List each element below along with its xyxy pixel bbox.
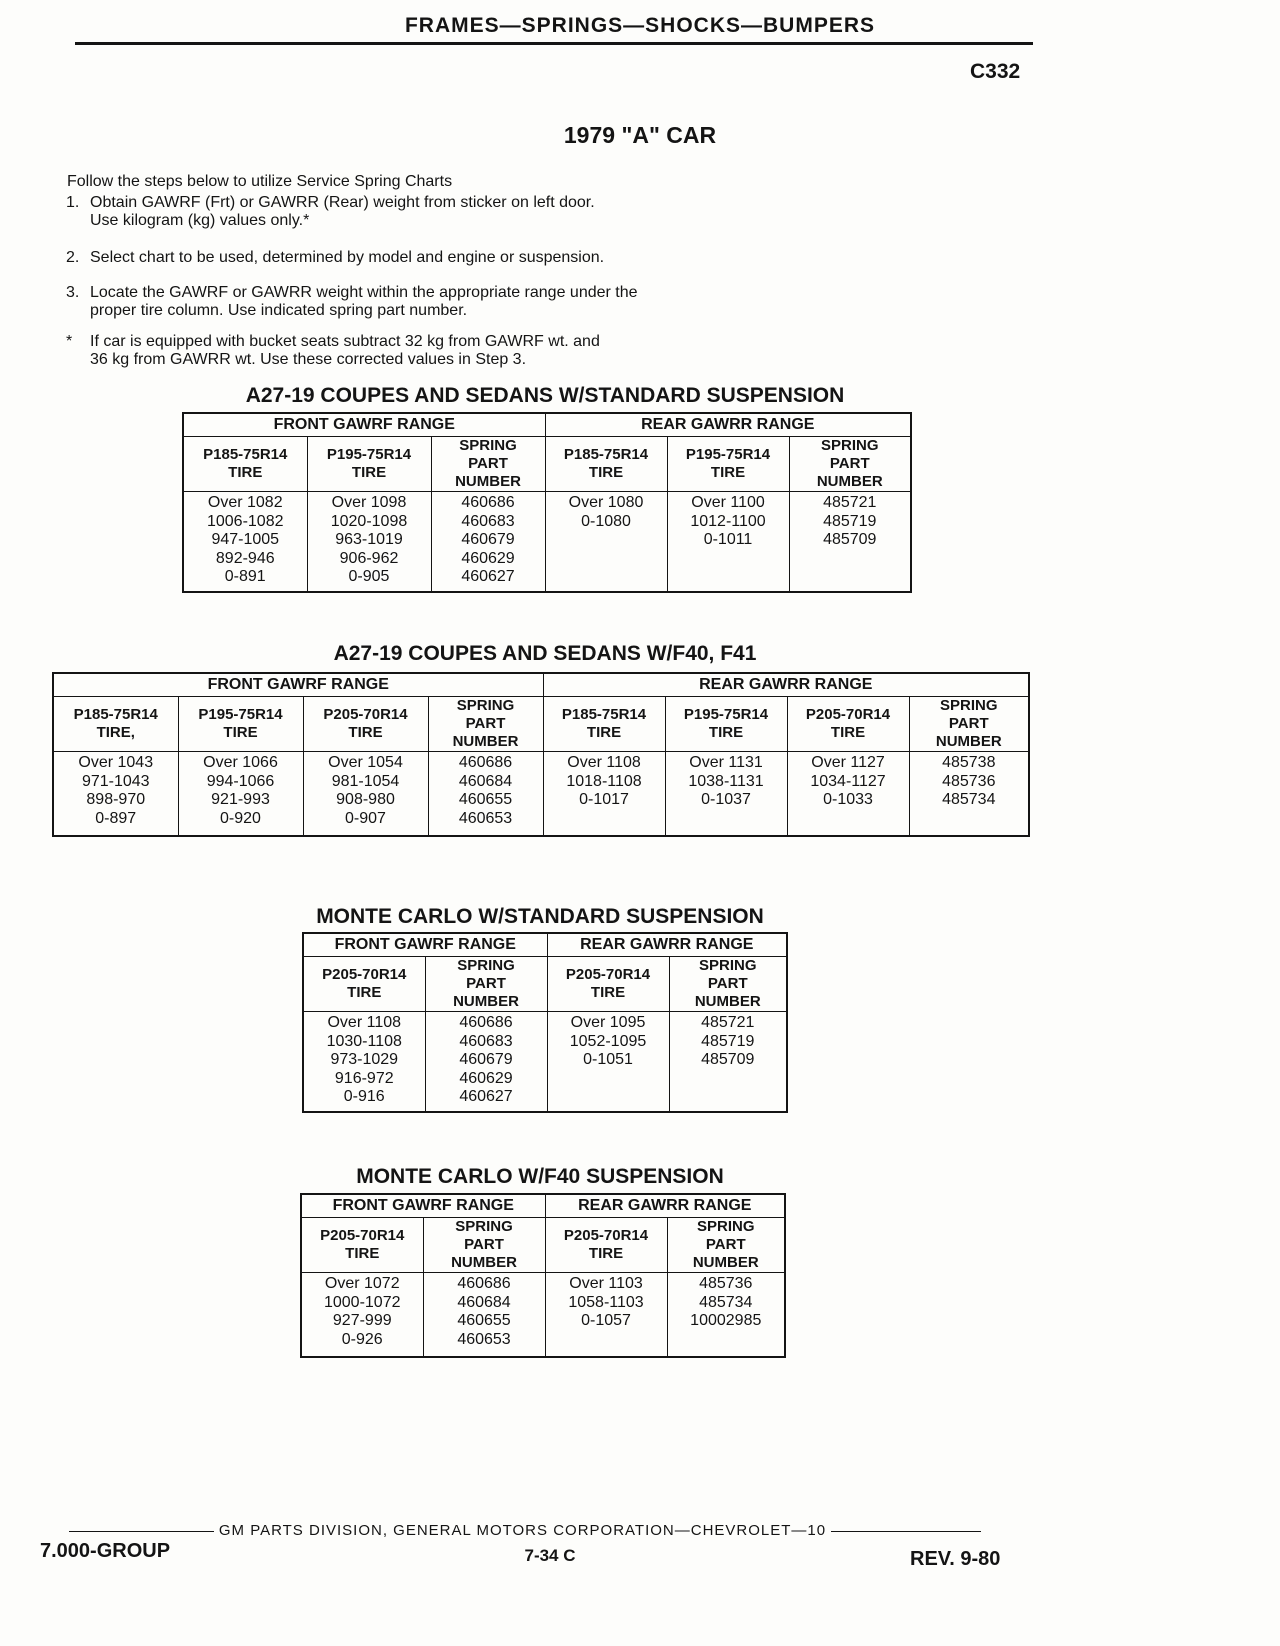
column-header: SPRING PART NUMBER bbox=[789, 437, 911, 492]
step-line: Select chart to be used, determined by model and engine or suspension. bbox=[90, 249, 605, 266]
table-title: MONTE CARLO W/STANDARD SUSPENSION bbox=[316, 905, 764, 928]
column-header: P185-75R14 TIRE bbox=[545, 437, 667, 492]
instructions-intro: Follow the steps below to utilize Service Spring Charts bbox=[67, 173, 453, 190]
step-marker: 3. bbox=[66, 284, 80, 301]
table-cell: Over 1108 1018-1108 0-1017 bbox=[543, 752, 665, 836]
rear-range-header: REAR GAWRR RANGE bbox=[543, 673, 1029, 697]
section-header-title: FRAMES—SPRINGS—SHOCKS—BUMPERS bbox=[404, 14, 876, 37]
column-header: SPRING PART NUMBER bbox=[431, 437, 545, 492]
table-cell: Over 1103 1058-1103 0-1057 bbox=[545, 1273, 667, 1357]
column-header: SPRING PART NUMBER bbox=[423, 1218, 545, 1273]
step-line: If car is equipped with bucket seats subtract 32 kg from GAWRF wt. and bbox=[90, 333, 600, 350]
table-cell: 485721 485719 485709 bbox=[789, 492, 911, 592]
table-cell: Over 1043 971-1043 898-970 0-897 bbox=[53, 752, 178, 836]
footer-rule bbox=[69, 1531, 214, 1532]
column-header: P185-75R14 TIRE bbox=[183, 437, 307, 492]
step-line: Locate the GAWRF or GAWRR weight within the appropriate range under the bbox=[90, 284, 638, 301]
table-cell: Over 1066 994-1066 921-993 0-920 bbox=[178, 752, 303, 836]
column-header: P195-75R14 TIRE bbox=[307, 437, 431, 492]
step-line: Use kilogram (kg) values only.* bbox=[90, 212, 310, 229]
column-header: P185-75R14 TIRE, bbox=[53, 697, 178, 752]
column-header: P205-70R14 TIRE bbox=[545, 1218, 667, 1273]
column-header: P195-75R14 TIRE bbox=[667, 437, 789, 492]
table-cell: Over 1127 1034-1127 0-1033 bbox=[787, 752, 909, 836]
footer-revision: REV. 9-80 bbox=[910, 1548, 1001, 1570]
table-cell: 460686 460684 460655 460653 bbox=[423, 1273, 545, 1357]
column-header: P205-70R14 TIRE bbox=[303, 957, 425, 1012]
table-cell: Over 1131 1038-1131 0-1037 bbox=[665, 752, 787, 836]
header-rule bbox=[75, 42, 1033, 45]
table-cell: 485736 485734 10002985 bbox=[667, 1273, 785, 1357]
column-header: P195-75R14 TIRE bbox=[178, 697, 303, 752]
column-header: P195-75R14 TIRE bbox=[665, 697, 787, 752]
footer-rule bbox=[831, 1531, 981, 1532]
rear-range-header: REAR GAWRR RANGE bbox=[545, 1194, 785, 1218]
table-cell: Over 1100 1012-1100 0-1011 bbox=[667, 492, 789, 592]
step-line: proper tire column. Use indicated spring part number. bbox=[90, 302, 468, 319]
column-header: P205-70R14 TIRE bbox=[787, 697, 909, 752]
table-cell: Over 1108 1030-1108 973-1029 916-972 0-916 bbox=[303, 1012, 425, 1112]
table-cell: Over 1072 1000-1072 927-999 0-926 bbox=[301, 1273, 423, 1357]
table-cell: Over 1098 1020-1098 963-1019 906-962 0-905 bbox=[307, 492, 431, 592]
spring-chart-monte-carlo-standard bbox=[302, 932, 788, 1113]
table-cell: 460686 460684 460655 460653 bbox=[428, 752, 543, 836]
table-cell: 485738 485736 485734 bbox=[909, 752, 1029, 836]
column-header: P205-70R14 TIRE bbox=[303, 697, 428, 752]
table-title: A27-19 COUPES AND SEDANS W/F40, F41 bbox=[333, 642, 757, 665]
column-header: SPRING PART NUMBER bbox=[667, 1218, 785, 1273]
column-header: P205-70R14 TIRE bbox=[301, 1218, 423, 1273]
column-header: SPRING PART NUMBER bbox=[669, 957, 787, 1012]
table-cell: Over 1080 0-1080 bbox=[545, 492, 667, 592]
page-title: 1979 "A" CAR bbox=[563, 122, 717, 148]
column-header: SPRING PART NUMBER bbox=[428, 697, 543, 752]
footer-page-number: 7-34 C bbox=[524, 1546, 576, 1565]
footer-publisher-line bbox=[40, 1522, 1010, 1539]
table-title: A27-19 COUPES AND SEDANS W/STANDARD SUSPENSION bbox=[245, 384, 845, 407]
step-marker: * bbox=[66, 333, 73, 350]
table-cell: 460686 460683 460679 460629 460627 bbox=[431, 492, 545, 592]
step-marker: 1. bbox=[66, 194, 80, 211]
front-range-header: FRONT GAWRF RANGE bbox=[301, 1194, 545, 1218]
spring-chart-a27-standard bbox=[182, 412, 912, 593]
table-cell: Over 1054 981-1054 908-980 0-907 bbox=[303, 752, 428, 836]
column-header: P205-70R14 TIRE bbox=[547, 957, 669, 1012]
step-line: 36 kg from GAWRR wt. Use these corrected values in Step 3. bbox=[90, 351, 527, 368]
table-cell: Over 1095 1052-1095 0-1051 bbox=[547, 1012, 669, 1112]
rear-range-header: REAR GAWRR RANGE bbox=[545, 413, 911, 437]
spring-chart-monte-carlo-f40 bbox=[300, 1193, 786, 1358]
column-header: P185-75R14 TIRE bbox=[543, 697, 665, 752]
spring-chart-a27-f40-f41 bbox=[52, 672, 1030, 837]
footer-group: 7.000-GROUP bbox=[40, 1540, 171, 1562]
front-range-header: FRONT GAWRF RANGE bbox=[53, 673, 543, 697]
step-line: Obtain GAWRF (Frt) or GAWRR (Rear) weight from sticker on left door. bbox=[90, 194, 595, 211]
table-title: MONTE CARLO W/F40 SUSPENSION bbox=[356, 1165, 724, 1188]
rear-range-header: REAR GAWRR RANGE bbox=[547, 933, 787, 957]
table-cell: 485721 485719 485709 bbox=[669, 1012, 787, 1112]
column-header: SPRING PART NUMBER bbox=[425, 957, 547, 1012]
column-header: SPRING PART NUMBER bbox=[909, 697, 1029, 752]
table-cell: 460686 460683 460679 460629 460627 bbox=[425, 1012, 547, 1112]
front-range-header: FRONT GAWRF RANGE bbox=[183, 413, 545, 437]
front-range-header: FRONT GAWRF RANGE bbox=[303, 933, 547, 957]
page-code: C332 bbox=[970, 60, 1021, 83]
footer-publisher: GM PARTS DIVISION, GENERAL MOTORS CORPORATION—CHEVROLET—10 bbox=[218, 1522, 827, 1539]
table-cell: Over 1082 1006-1082 947-1005 892-946 0-891 bbox=[183, 492, 307, 592]
step-marker: 2. bbox=[66, 249, 80, 266]
